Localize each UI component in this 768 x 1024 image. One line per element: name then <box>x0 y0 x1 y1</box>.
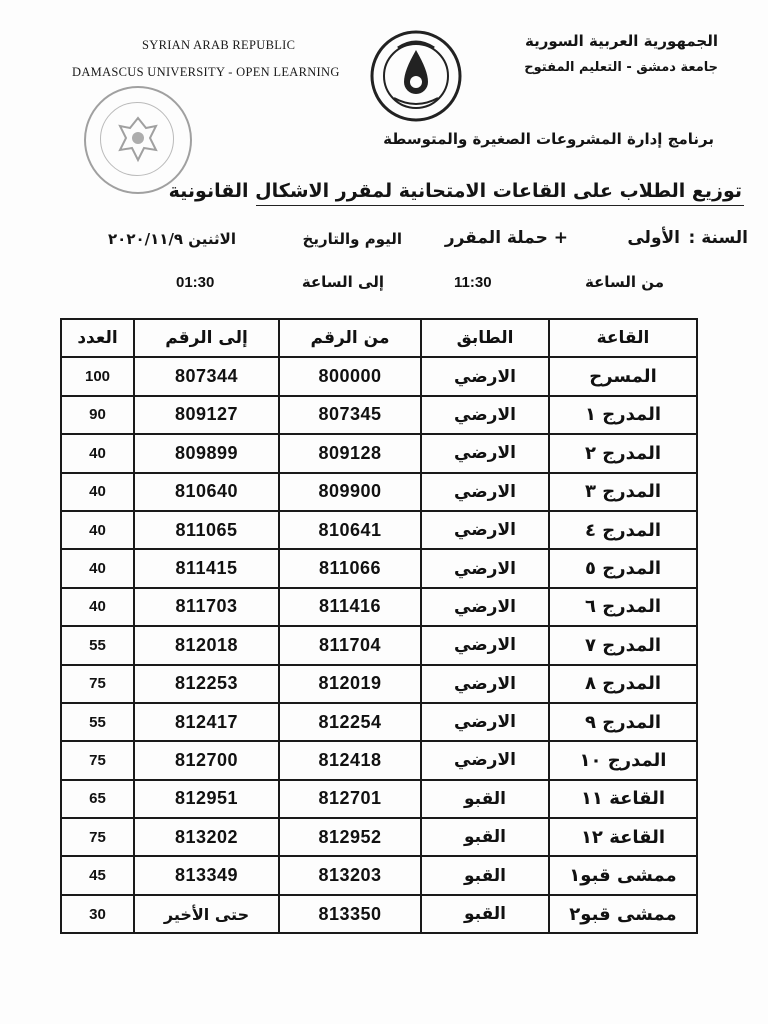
cell-hall: المسرح <box>549 357 697 395</box>
cell-from-number: 812019 <box>279 665 421 703</box>
table-row <box>61 856 697 894</box>
cell-hall: المدرج ٩ <box>549 703 697 741</box>
cell-floor: القبو <box>421 856 549 894</box>
cell-hall: المدرج ١ <box>549 396 697 434</box>
cell-count: 40 <box>61 549 134 587</box>
cell-floor: القبو <box>421 780 549 818</box>
cell-hall: المدرج ٥ <box>549 549 697 587</box>
cell-hall: المدرج ٣ <box>549 473 697 511</box>
cell-to-number: 809899 <box>134 434 279 472</box>
table-row <box>61 549 697 587</box>
cell-count: 75 <box>61 818 134 856</box>
cell-hall: القاعة ١١ <box>549 780 697 818</box>
cell-to-number: 812018 <box>134 626 279 664</box>
cell-from-number: 813203 <box>279 856 421 894</box>
table-row <box>61 357 697 395</box>
cell-from-number: 813350 <box>279 895 421 933</box>
cell-hall: المدرج ٢ <box>549 434 697 472</box>
title-underline <box>256 205 744 206</box>
cell-hall: المدرج ٤ <box>549 511 697 549</box>
year-value: الأولى <box>627 228 680 248</box>
cell-to-number: 812700 <box>134 741 279 779</box>
day-date-value: الاثنين ٢٠٢٠/١١/٩ <box>108 230 236 248</box>
cell-floor: الارضي <box>421 434 549 472</box>
cell-count: 75 <box>61 741 134 779</box>
cell-count: 40 <box>61 473 134 511</box>
cell-count: 40 <box>61 511 134 549</box>
cell-count: 40 <box>61 434 134 472</box>
cell-to-number: 813349 <box>134 856 279 894</box>
from-time-label: من الساعة <box>584 273 664 291</box>
program-name: برنامج إدارة المشروعات الصغيرة والمتوسطة <box>383 130 714 148</box>
official-stamp <box>84 86 192 194</box>
cell-floor: الارضي <box>421 703 549 741</box>
cell-count: 40 <box>61 588 134 626</box>
cell-floor: الارضي <box>421 357 549 395</box>
cell-floor: الارضي <box>421 549 549 587</box>
cell-count: 30 <box>61 895 134 933</box>
cell-floor: الارضي <box>421 473 549 511</box>
cell-to-number: 807344 <box>134 357 279 395</box>
cell-hall: المدرج ٦ <box>549 588 697 626</box>
day-date-label: اليوم والتاريخ <box>302 230 402 248</box>
cell-floor: الارضي <box>421 511 549 549</box>
cell-floor: القبو <box>421 818 549 856</box>
cell-hall: المدرج ٧ <box>549 626 697 664</box>
cell-to-number: 810640 <box>134 473 279 511</box>
university-logo <box>368 28 464 124</box>
cell-to-number: حتى الأخير <box>134 895 279 933</box>
table-header-row <box>61 319 697 357</box>
cell-count: 90 <box>61 396 134 434</box>
cell-hall: ممشى قبو٢ <box>549 895 697 933</box>
cell-floor: الارضي <box>421 665 549 703</box>
cell-count: 45 <box>61 856 134 894</box>
cell-from-number: 811416 <box>279 588 421 626</box>
country-name-en: SYRIAN ARAB REPUBLIC <box>142 38 296 52</box>
cell-hall: المدرج ٨ <box>549 665 697 703</box>
table-row <box>61 818 697 856</box>
cell-from-number: 812418 <box>279 741 421 779</box>
table-row <box>61 703 697 741</box>
document-title: توزيع الطلاب على القاعات الامتحانية لمقرر الاشكال القانونية <box>168 180 742 202</box>
cell-floor: الارضي <box>421 626 549 664</box>
cell-count: 75 <box>61 665 134 703</box>
table-row <box>61 895 697 933</box>
cell-from-number: 809900 <box>279 473 421 511</box>
university-name-en: DAMASCUS UNIVERSITY - OPEN LEARNING <box>72 65 340 79</box>
cell-from-number: 800000 <box>279 357 421 395</box>
table-row <box>61 434 697 472</box>
table-row <box>61 473 697 511</box>
cell-hall: المدرج ١٠ <box>549 741 697 779</box>
table-row <box>61 626 697 664</box>
header-to-number: إلى الرقم <box>134 319 279 357</box>
header-hall: القاعة <box>549 319 697 357</box>
cell-from-number: 807345 <box>279 396 421 434</box>
cell-to-number: 812951 <box>134 780 279 818</box>
cell-to-number: 811703 <box>134 588 279 626</box>
cell-hall: ممشى قبو١ <box>549 856 697 894</box>
hall-distribution-table <box>60 318 698 934</box>
cell-from-number: 810641 <box>279 511 421 549</box>
table-row <box>61 780 697 818</box>
table-row <box>61 588 697 626</box>
course-holders-label: + حملة المقرر <box>444 228 568 248</box>
cell-floor: القبو <box>421 895 549 933</box>
to-time-value: 01:30 <box>176 274 215 291</box>
header-floor: الطابق <box>421 319 549 357</box>
cell-floor: الارضي <box>421 741 549 779</box>
table-row <box>61 511 697 549</box>
cell-floor: الارضي <box>421 396 549 434</box>
table-row <box>61 741 697 779</box>
cell-to-number: 811065 <box>134 511 279 549</box>
cell-floor: الارضي <box>421 588 549 626</box>
university-name-ar: جامعة دمشق - التعليم المفتوح <box>524 60 718 75</box>
cell-count: 55 <box>61 703 134 741</box>
cell-from-number: 812254 <box>279 703 421 741</box>
cell-count: 65 <box>61 780 134 818</box>
table-row <box>61 396 697 434</box>
cell-from-number: 811066 <box>279 549 421 587</box>
cell-from-number: 811704 <box>279 626 421 664</box>
header-from-number: من الرقم <box>279 319 421 357</box>
cell-from-number: 812701 <box>279 780 421 818</box>
cell-to-number: 813202 <box>134 818 279 856</box>
cell-to-number: 812253 <box>134 665 279 703</box>
header-count: العدد <box>61 319 134 357</box>
year-label: السنة : <box>688 228 748 248</box>
cell-count: 100 <box>61 357 134 395</box>
to-time-label: إلى الساعة <box>301 273 384 291</box>
cell-to-number: 812417 <box>134 703 279 741</box>
cell-count: 55 <box>61 626 134 664</box>
from-time-value: 11:30 <box>454 274 492 291</box>
cell-to-number: 809127 <box>134 396 279 434</box>
table-row <box>61 665 697 703</box>
cell-from-number: 812952 <box>279 818 421 856</box>
cell-hall: القاعة ١٢ <box>549 818 697 856</box>
cell-from-number: 809128 <box>279 434 421 472</box>
country-name-ar: الجمهورية العربية السورية <box>525 32 718 50</box>
cell-to-number: 811415 <box>134 549 279 587</box>
